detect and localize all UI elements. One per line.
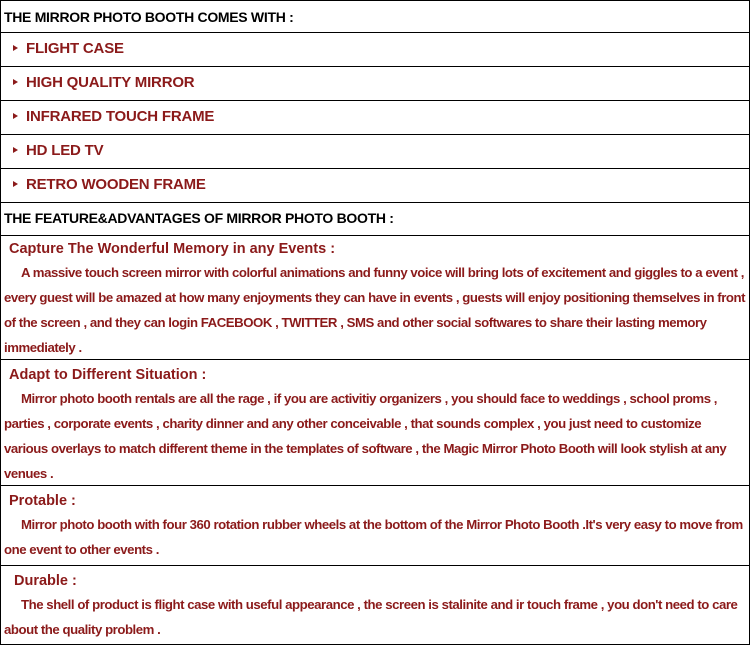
included-item-mirror [1, 67, 749, 101]
triangle-bullet-icon [13, 147, 18, 153]
included-item-label: HD LED TV [26, 142, 104, 159]
included-item-touch-frame [1, 101, 749, 135]
included-item-label: RETRO WOODEN FRAME [26, 176, 206, 193]
included-heading-text: THE MIRROR PHOTO BOOTH COMES WITH : [4, 9, 294, 25]
included-item-flight-case [1, 33, 749, 67]
feature-body: The shell of product is flight case with useful appearance , the screen is stalinite and ir touch frame , you don't need to care about the quality problem . [4, 597, 738, 637]
included-item-wooden-frame [1, 169, 749, 203]
triangle-bullet-icon [13, 79, 18, 85]
included-item-led-tv [1, 135, 749, 169]
feature-title: Durable : [14, 573, 77, 589]
feature-section-memory [1, 236, 749, 360]
feature-section-portable [1, 486, 749, 566]
included-heading [1, 1, 749, 33]
feature-body: Mirror photo booth with four 360 rotation rubber wheels at the bottom of the Mirror Photo Booth .It's very easy to move from one event to other events . [4, 517, 743, 557]
feature-body: Mirror photo booth rentals are all the rage , if you are activitiy organizers , you should face to weddings , school proms , parties , corporate events , charity dinner and any other conceivable , that sounds complex , you just need to customize various overlays to match different theme in the templates of software , the Magic Mirror Photo Booth will look stylish at any venues . [4, 391, 727, 481]
included-item-label: HIGH QUALITY MIRROR [26, 74, 195, 91]
triangle-bullet-icon [13, 181, 18, 187]
feature-title: Protable : [9, 493, 76, 509]
feature-section-situation [1, 360, 749, 486]
triangle-bullet-icon [13, 113, 18, 119]
feature-title: Adapt to Different Situation : [9, 367, 207, 383]
features-heading-text: THE FEATURE&ADVANTAGES OF MIRROR PHOTO BOOTH : [4, 210, 394, 226]
included-item-label: INFRARED TOUCH FRAME [26, 108, 215, 125]
included-item-label: FLIGHT CASE [26, 40, 124, 57]
feature-body: A massive touch screen mirror with colorful animations and funny voice will bring lots of excitement and giggles to a event , every guest will be amazed at how many enjoyments they can have in events , guests will enjoy positioning themselves in front of the screen , and they can login FACEBOOK , TWITTER , SMS and other social softwares to share their lasting memory immediately . [4, 265, 746, 355]
triangle-bullet-icon [13, 45, 18, 51]
feature-section-durable [1, 566, 749, 644]
feature-title: Capture The Wonderful Memory in any Events : [9, 241, 336, 257]
features-heading [1, 203, 749, 236]
